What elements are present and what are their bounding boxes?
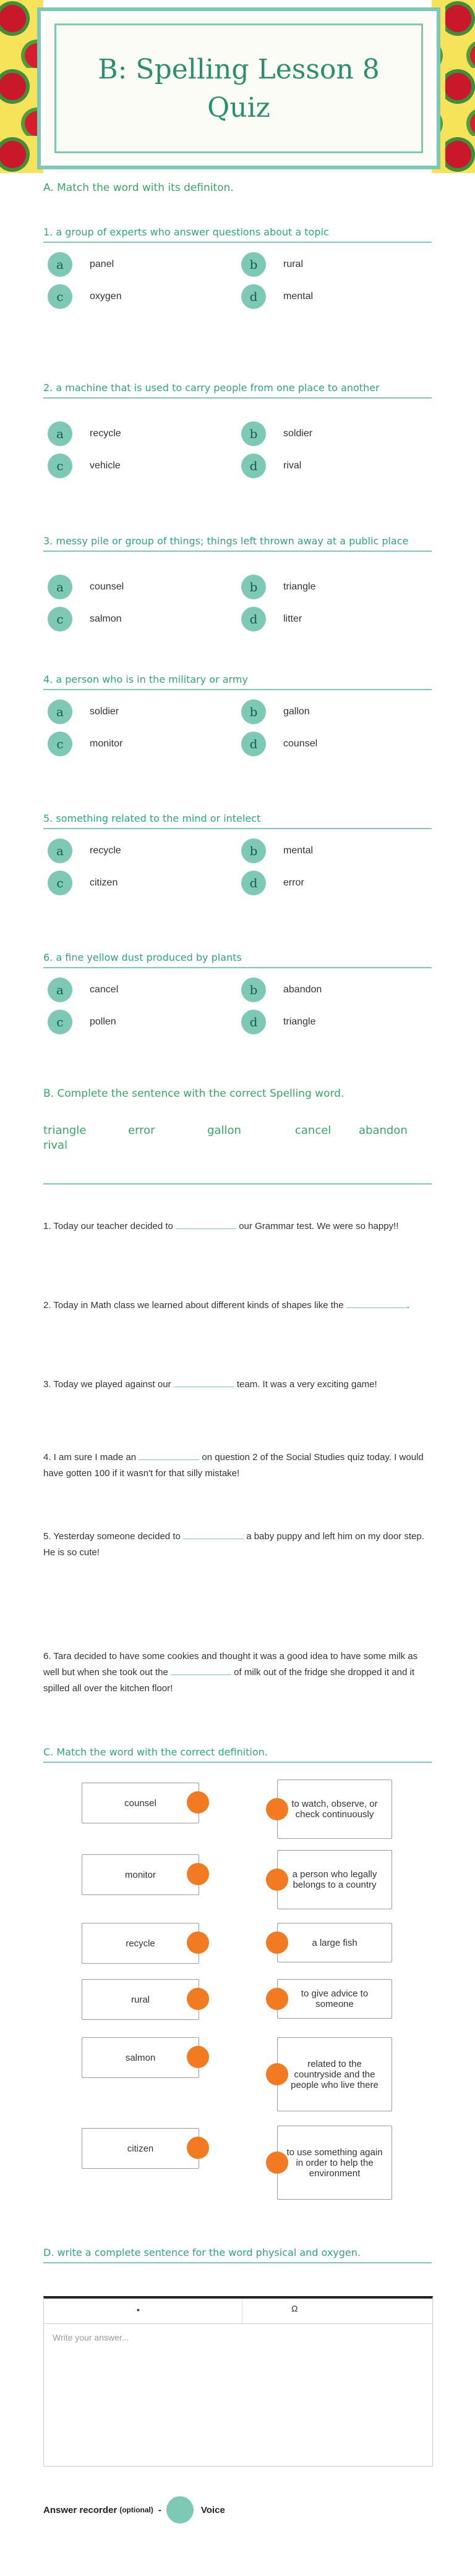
omega-icon[interactable]: Ω [291,2304,298,2313]
option-label: mental [283,291,314,302]
sentence-4 [43,1450,432,1482]
blank-input[interactable] [139,1450,199,1460]
answer-option[interactable] [241,838,313,863]
word-bank-item: abandon [359,1124,408,1137]
match-left-item[interactable]: monitor [82,1854,199,1895]
sentence-5 [43,1529,432,1561]
voice-label: Voice [200,2504,225,2515]
option-label: abandon [283,984,322,995]
sentence-text: 3. Today we played against our [43,1379,171,1390]
answer-option[interactable] [241,871,304,895]
option-label: citizen [90,877,118,888]
sentence-1 [43,1218,432,1235]
option-label: recycle [90,428,121,439]
page-title [41,51,437,127]
blank-input[interactable] [176,1218,236,1229]
option-letter: d [241,454,266,478]
section-a-title: A. Match the word with its definiton. [43,182,234,194]
answer-option[interactable] [48,575,124,599]
option-letter: b [241,575,266,599]
match-connector-left[interactable] [187,1863,209,1885]
match-connector-right[interactable] [266,1932,288,1954]
sentence-text: our Grammar test. We were so happy!! [239,1221,399,1231]
option-letter: d [241,1010,266,1034]
option-label: cancel [90,984,119,995]
option-letter: a [48,978,72,1002]
blank-input[interactable] [183,1529,244,1539]
option-label: soldier [283,428,313,439]
answer-option[interactable] [48,732,122,756]
question-text: 2. a machine that is used to carry people from one place to another [43,382,432,399]
match-connector-left[interactable] [187,2137,209,2159]
sentence-text: team. It was a very exciting game! [236,1379,377,1390]
option-label: salmon [90,614,122,624]
answer-option[interactable] [48,284,122,309]
option-label: vehicle [90,460,121,471]
word-bank-item: cancel [295,1124,332,1137]
sentence-text: 6. Tara decided to have some cookies and thought it was a good idea to have some milk as well but when she took out the [43,1651,418,1678]
sentence-text: . [406,1300,409,1311]
match-right-item[interactable]: related to the countryside and the people who live there [277,2037,392,2111]
option-label: counsel [90,581,124,592]
option-label: soldier [90,706,119,717]
sentence-3 [43,1377,432,1393]
section-b-title: B. Complete the sentence with the correct Spelling word. [43,1087,344,1100]
answer-option[interactable] [241,252,303,277]
text-format-toolbar [43,2296,433,2324]
option-label: gallon [283,706,310,717]
sentence-text: 2. Today in Math class we learned about different kinds of shapes like the [43,1300,344,1311]
blank-input[interactable] [171,1665,231,1675]
option-label: oxygen [90,291,122,302]
match-left-item[interactable]: counsel [82,1783,199,1823]
option-letter: c [48,871,72,895]
option-letter: a [48,252,72,277]
answer-option[interactable] [48,699,119,724]
match-connector-right[interactable] [266,2152,288,2174]
option-letter: b [241,978,266,1002]
option-letter: c [48,607,72,631]
option-letter: a [48,699,72,724]
match-connector-left[interactable] [187,2046,209,2068]
answer-option[interactable] [241,1010,315,1034]
word-bank-item: gallon [207,1124,241,1137]
sentence-text: of milk out of the fridge she dropped it and it spilled all over the kitchen floor! [43,1667,414,1694]
section-c-title: C. Match the word with the correct definition. [43,1746,432,1763]
word-bank-item: rival [43,1139,68,1152]
option-letter: d [241,871,266,895]
answer-option[interactable] [48,978,118,1002]
option-letter: b [241,699,266,724]
sentence-text: 4. I am sure I made an [43,1452,137,1463]
blank-input[interactable] [174,1377,234,1387]
option-label: panel [90,259,114,269]
sentence-text: a baby puppy and left him on my door step. He is so cute! [43,1531,424,1558]
answer-textarea[interactable] [43,2323,433,2467]
option-label: counsel [283,738,318,749]
blank-input[interactable] [346,1298,407,1308]
answer-option[interactable] [241,454,301,478]
match-connector-right[interactable] [266,1988,288,2010]
answer-option[interactable] [48,252,114,277]
option-letter: d [241,284,266,309]
recorder-dash: - [158,2504,161,2515]
answer-placeholder: Write your answer... [53,2333,129,2342]
option-letter: b [241,838,266,863]
word-bank [43,1121,432,1185]
option-letter: a [48,838,72,863]
answer-option[interactable] [48,421,121,446]
option-label: triangle [283,581,316,592]
option-label: rival [283,460,302,471]
option-label: triangle [283,1016,316,1027]
recorder-optional: (optional) [119,2506,153,2514]
option-label: mental [283,845,314,856]
answer-option[interactable] [48,607,122,631]
question-text: 5. something related to the mind or intelect [43,813,432,829]
match-right-item[interactable]: to watch, observe, or check continuously [277,1780,392,1839]
word-bank-item: triangle [43,1124,87,1137]
answer-option[interactable] [241,575,315,599]
match-left-item[interactable]: citizen [82,2128,199,2169]
sentence-2 [43,1298,432,1314]
match-right-item[interactable]: a person who legally belongs to a country [277,1850,392,1909]
recorder-label: Answer recorder [43,2504,118,2515]
question-text: 4. a person who is in the military or army [43,674,432,690]
sentence-text: 1. Today our teacher decided to [43,1221,173,1231]
answer-option[interactable] [48,1010,116,1034]
option-label: pollen [90,1016,116,1027]
answer-option[interactable] [48,871,118,895]
option-letter: c [48,732,72,756]
title-line-2: Quiz [207,92,270,124]
answer-option[interactable] [241,421,312,446]
title-line-1: B: Spelling Lesson 8 [98,54,380,85]
answer-option[interactable] [48,454,121,478]
option-label: error [283,877,304,888]
match-left-item[interactable]: rural [82,1979,199,2020]
option-label: rural [283,259,304,269]
option-label: monitor [90,738,123,749]
title-banner [37,7,440,169]
word-bank-item: error [128,1124,155,1137]
option-letter: b [241,421,266,446]
answer-recorder [43,2496,225,2523]
option-letter: d [241,732,266,756]
match-connector-right[interactable] [266,1798,288,1820]
question-text: 6. a fine yellow dust produced by plants [43,952,432,968]
answer-option[interactable] [241,732,317,756]
match-left-item[interactable]: recycle [82,1923,199,1964]
sentence-text: 5. Yesterday someone decided to [43,1531,181,1542]
sentence-text: on question 2 of the Social Studies quiz today. I would have gotten 100 if it wasn't for that silly mistake! [43,1452,424,1479]
option-letter: c [48,454,72,478]
match-connector-right[interactable] [266,1869,288,1891]
record-button[interactable] [166,2496,194,2523]
match-right-item[interactable]: to use something again in order to help the environment [277,2126,392,2200]
option-letter: c [48,1010,72,1034]
sentence-6 [43,1649,432,1697]
match-right-item[interactable]: to give advice to someone [277,1979,392,2019]
option-label: recycle [90,845,121,856]
answer-option[interactable] [241,284,313,309]
match-connector-left[interactable] [187,1988,209,2010]
option-letter: b [241,252,266,277]
match-connector-left[interactable] [187,1932,209,1954]
option-letter: a [48,575,72,599]
answer-option[interactable] [241,978,322,1002]
option-letter: d [241,607,266,631]
match-connector-left[interactable] [187,1791,209,1814]
list-icon[interactable]: • [137,2305,140,2315]
match-connector-right[interactable] [266,2063,288,2085]
answer-option[interactable] [241,699,310,724]
option-letter: c [48,284,72,309]
answer-option[interactable] [241,607,302,631]
option-label: litter [283,614,302,624]
section-d-title: D. write a complete sentence for the word physical and oxygen. [43,2247,432,2263]
question-text: 3. messy pile or group of things; things left thrown away at a public place [43,535,432,552]
match-right-item[interactable]: a large fish [277,1923,392,1962]
option-letter: a [48,421,72,446]
question-text: 1. a group of experts who answer questions about a topic [43,226,432,243]
answer-option[interactable] [48,838,121,863]
match-left-item[interactable]: salmon [82,2037,199,2078]
